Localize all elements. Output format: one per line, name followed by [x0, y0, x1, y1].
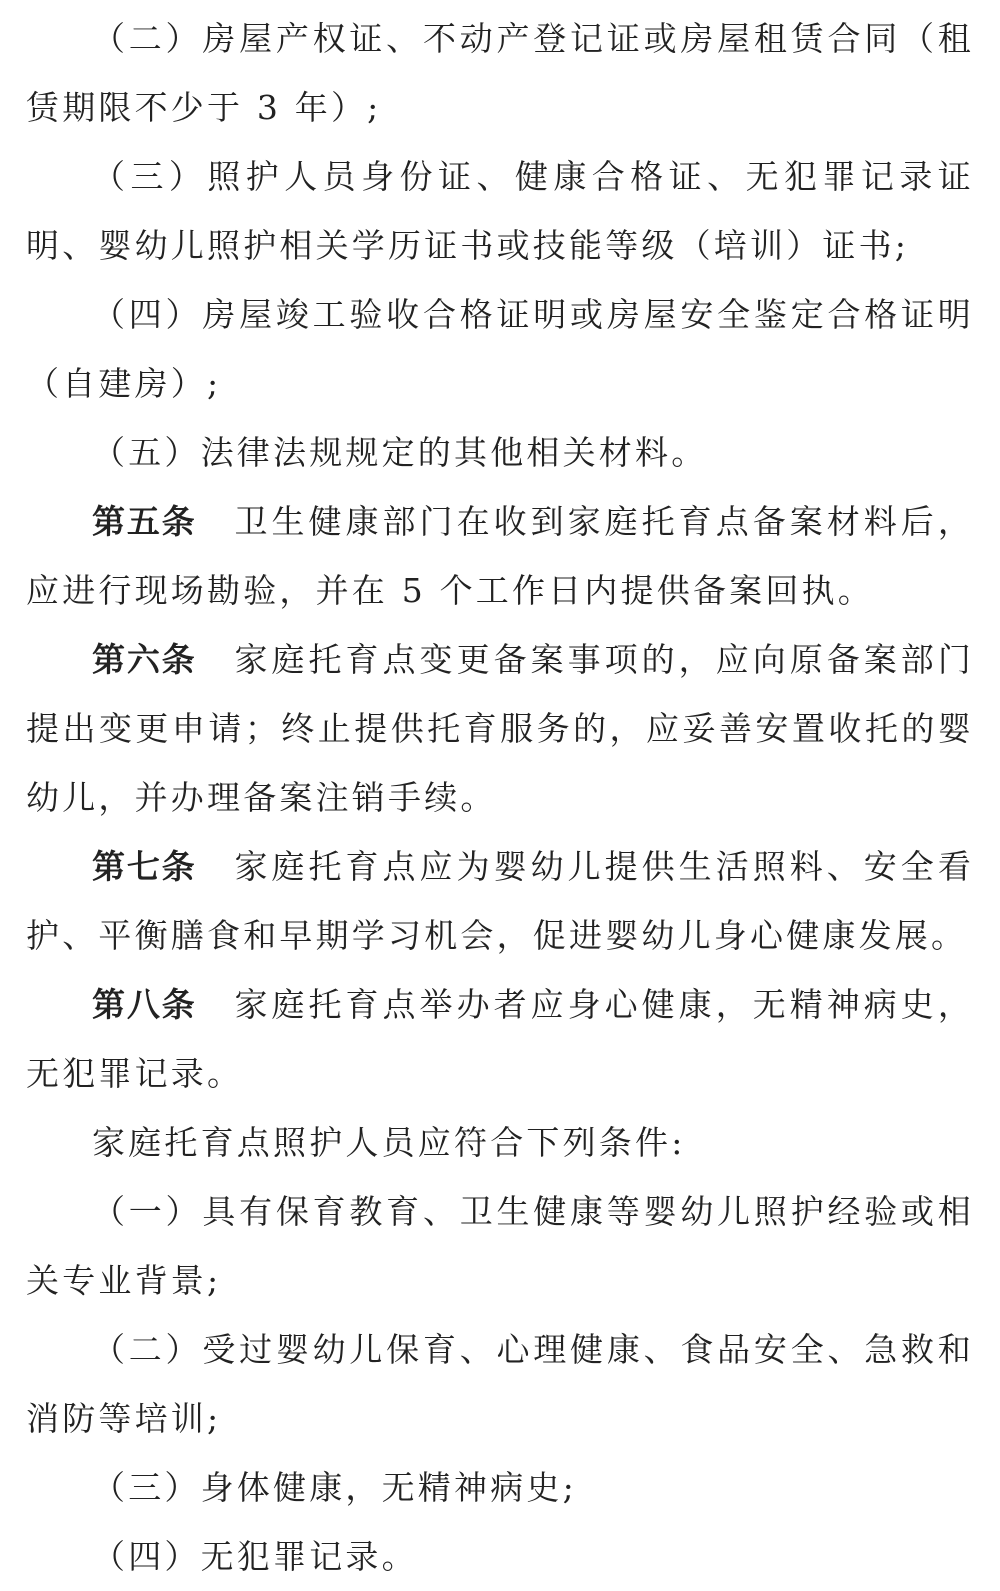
- article-5: [26, 487, 974, 625]
- condition-item-health: [26, 1453, 974, 1522]
- paragraph-text: （二）受过婴幼儿保育、心理健康、食品安全、急救和消防等培训;: [26, 1330, 974, 1438]
- paragraph-text: （三）身体健康，无精神病史;: [92, 1468, 577, 1507]
- document-body: [26, 0, 974, 1591]
- article-heading: 第六条: [92, 640, 197, 679]
- article-text: 家庭托育点变更备案事项的，应向原备案部门提出变更申请；终止提供托育服务的，应妥善安置收托的婴幼儿，并办理备案注销手续。: [26, 640, 975, 817]
- condition-item-experience: [26, 1177, 974, 1315]
- article-heading: 第八条: [92, 985, 197, 1024]
- article-text: 卫生健康部门在收到家庭托育点备案材料后，应进行现场勘验，并在 5 个工作日内提供备案回执。: [26, 502, 975, 610]
- condition-item-training: [26, 1315, 974, 1453]
- list-item-building-acceptance: [26, 280, 974, 418]
- paragraph-text: （三）照护人员身份证、健康合格证、无犯罪记录证明、婴幼儿照护相关学历证书或技能等级（培训）证书;: [26, 157, 974, 265]
- paragraph-text: （一）具有保育教育、卫生健康等婴幼儿照护经验或相关专业背景;: [26, 1192, 974, 1300]
- article-text: 家庭托育点举办者应身心健康，无精神病史，无犯罪记录。: [26, 985, 975, 1093]
- paragraph-text: （四）无犯罪记录。: [92, 1537, 418, 1576]
- paragraph-text: 家庭托育点照护人员应符合下列条件:: [92, 1123, 686, 1162]
- list-item-staff-documents: [26, 142, 974, 280]
- article-heading: 第七条: [92, 847, 197, 886]
- paragraph-text: （四）房屋竣工验收合格证明或房屋安全鉴定合格证明（自建房）;: [26, 295, 974, 403]
- staff-conditions-intro: [26, 1108, 974, 1177]
- article-8: [26, 970, 974, 1108]
- list-item-property-certificate: [26, 4, 974, 142]
- condition-item-no-criminal-record: [26, 1522, 974, 1591]
- paragraph-text: （五）法律法规规定的其他相关材料。: [92, 433, 708, 472]
- list-item-other-materials: [26, 418, 974, 487]
- article-text: 家庭托育点应为婴幼儿提供生活照料、安全看护、平衡膳食和早期学习机会，促进婴幼儿身心健康发展。: [26, 847, 975, 955]
- article-heading: 第五条: [92, 502, 197, 541]
- article-6: [26, 625, 974, 832]
- article-7: [26, 832, 974, 970]
- paragraph-text: （二）房屋产权证、不动产登记证或房屋租赁合同（租赁期限不少于 3 年）;: [26, 19, 974, 127]
